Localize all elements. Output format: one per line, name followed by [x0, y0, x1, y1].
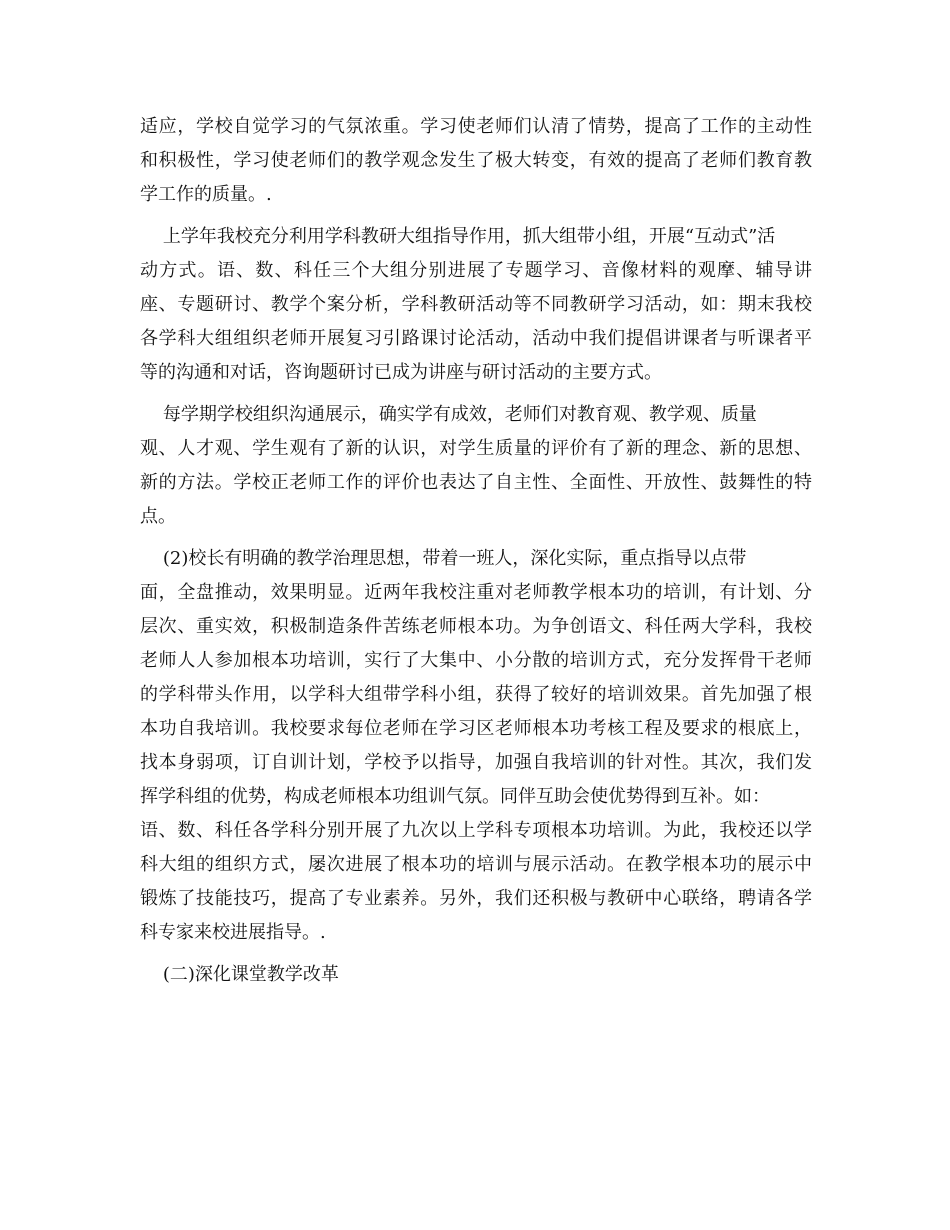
- paragraph-line: 动方式。语、数、科任三个大组分别进展了专题学习、音像材料的观摩、辅导讲: [140, 260, 812, 281]
- paragraph-line: 找本身弱项，订自训计划，学校予以指导，加强自我培训的针对性。其次，我们发: [140, 752, 812, 773]
- paragraph-line: 等的沟通和对话，咨询题研讨已成为讲座与研讨活动的主要方式。: [140, 362, 662, 383]
- paragraph-line: 和积极性，学习使老师们的教学观念发生了极大转变，有效的提高了老师们教育教: [140, 150, 812, 171]
- paragraph-line: 老师人人参加根本功培训，实行了大集中、小分散的培训方式，充分发挥骨干老师: [140, 650, 812, 671]
- paragraph-line: 的学科带头作用，以学科大组带学科小组，获得了较好的培训效果。首先加强了根: [140, 684, 812, 705]
- paragraph-line: 层次、重实效，积极制造条件苦练老师根本功。为争创语文、科任两大学科，我校: [140, 616, 812, 637]
- paragraph-gap: [140, 534, 812, 542]
- paragraph-line: 适应，学校自觉学习的气氛浓重。学习使老师们认清了情势，提高了工作的主动性: [140, 116, 812, 137]
- paragraph-line: 语、数、科任各学科分别开展了九次以上学科专项根本功培训。为此，我校还以学: [140, 820, 812, 841]
- paragraph-gap: [140, 390, 812, 398]
- section-heading-text: (二)深化课堂教学改革: [140, 964, 339, 985]
- section-heading: [140, 958, 812, 992]
- paragraph-line: 每学期学校组织沟通展示，确实学有成效，老师们对教育观、教学观、质量: [140, 404, 757, 425]
- paragraph-3: [140, 398, 812, 534]
- paragraph-line: 观、人才观、学生观有了新的认识，对学生质量的评价有了新的理念、新的思想、: [140, 438, 812, 459]
- paragraph-line: 面，全盘推动，效果明显。近两年我校注重对老师教学根本功的培训，有计划、分: [140, 582, 812, 603]
- paragraph-line: 锻炼了技能技巧，提高了专业素养。另外，我们还积极与教研中心联络，聘请各学: [140, 888, 812, 909]
- document-body: [140, 110, 812, 992]
- paragraph-line: 本功自我培训。我校要求每位老师在学习区老师根本功考核工程及要求的根底上，: [140, 718, 812, 739]
- paragraph-line: 科专家来校进展指导。.: [140, 922, 326, 943]
- paragraph-line: (2)校长有明确的教学治理思想，带着一班人，深化实际，重点指导以点带: [140, 548, 747, 569]
- paragraph-line: 挥学科组的优势，构成老师根本功组训气氛。同伴互助会使优势得到互补。如：: [140, 786, 770, 807]
- paragraph-line: 座、专题研讨、教学个案分析，学科教研活动等不同教研学习活动，如：期末我校: [140, 294, 812, 315]
- paragraph-line: 科大组的组织方式，屡次进展了根本功的培训与展示活动。在教学根本功的展示中: [140, 854, 812, 875]
- paragraph-line: 各学科大组组织老师开展复习引路课讨论活动，活动中我们提倡讲课者与听课者平: [140, 328, 812, 349]
- paragraph-line: 上学年我校充分利用学科教研大组指导作用，抓大组带小组，开展“互动式”活: [140, 226, 776, 247]
- paragraph-line: 学工作的质量。.: [140, 184, 272, 205]
- paragraph-4: [140, 542, 812, 950]
- paragraph-gap: [140, 212, 812, 220]
- paragraph-1: [140, 110, 812, 212]
- paragraph-line: 点。: [140, 506, 176, 527]
- paragraph-line: 新的方法。学校正老师工作的评价也表达了自主性、全面性、开放性、鼓舞性的特: [140, 472, 812, 493]
- paragraph-gap: [140, 950, 812, 958]
- paragraph-2: [140, 220, 812, 390]
